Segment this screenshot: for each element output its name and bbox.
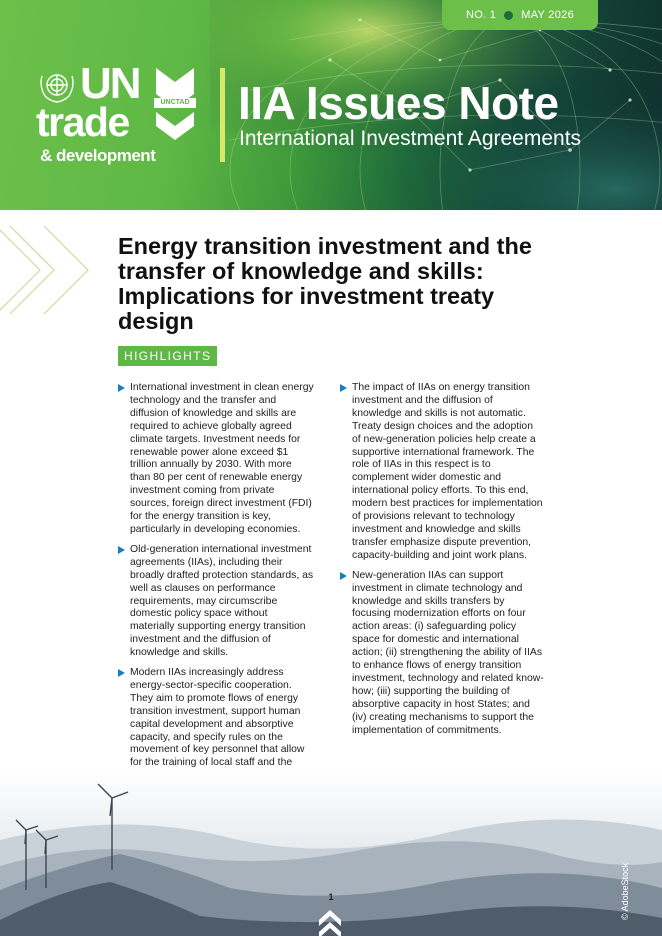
highlight-item xyxy=(118,667,314,783)
highlight-item xyxy=(118,382,314,537)
highlight-text: Modern IIAs increasingly address energy-sector-specific cooperation. They aim to promote flows of energy transition investment, support human capital development and absorptive capacity, and specify rules on the movement of key personnel that allow for the training of local staff and the xyxy=(130,667,305,769)
highlight-text: The impact of IIAs on energy transition investment and the diffusion of knowledge and skills is not automatic. Treaty design choices and the adoption of new-generation policies help create a supportive international framework. The role of IIAs in this respect is to complement wider domestic and international policy efforts. To this end, modern best practices for implementation of provisions relevant to technology investment and knowledge and skills transfer emphasize dispute prevention, capacity-building and joint work plans. xyxy=(352,382,543,561)
highlight-item xyxy=(340,382,544,563)
header-divider xyxy=(220,68,225,162)
logo-trade-text: trade xyxy=(36,99,129,145)
highlight-text: International investment in clean energy technology and the transfer and diffusion of knowledge and skills are required to achieve globally agreed climate targets. Investment needs for renewable power alone exceed $1 trillion annually by 2030. With more than 80 per cent of renewable energy investment coming from private sources, foreign direct investment (FDI) for the energy transition is key, particularly in developing economies. xyxy=(130,382,314,535)
dot-separator-icon xyxy=(504,11,513,20)
highlight-text: Old-generation international investment agreements (IIAs), including their broadly drafted protection standards, as well as clauses on performance requirements, may circumscribe domestic policy space without materially supporting energy transition investment and the diffusion of knowledge and skills. xyxy=(130,543,314,659)
issue-tab xyxy=(442,0,598,30)
bullet-arrow-icon xyxy=(118,384,125,392)
highlight-item xyxy=(118,544,314,660)
highlights-badge: HIGHLIGHTS xyxy=(118,346,217,366)
unctad-label: UNCTAD xyxy=(154,98,196,108)
series-subtitle: International Investment Agreements xyxy=(239,127,582,150)
logo-un-text: UN xyxy=(80,59,140,108)
issue-number: NO. 1 xyxy=(466,9,497,21)
bullet-arrow-icon xyxy=(340,572,347,580)
image-credit: © AdobeStock xyxy=(620,862,630,920)
issue-date: MAY 2026 xyxy=(521,9,574,21)
highlights-right-column xyxy=(340,382,544,744)
series-title: IIA Issues Note xyxy=(238,77,559,129)
bullet-arrow-icon xyxy=(118,669,125,677)
bullet-arrow-icon xyxy=(118,546,125,554)
highlights-left-column xyxy=(118,382,314,790)
bullet-arrow-icon xyxy=(340,384,347,392)
highlight-text: New-generation IIAs can support investment in climate technology and knowledge and skills transfers by focusing modernization efforts on four action areas: (i) safeguarding policy space for domestic and international action; (ii) strengthening the ability of IIAs to enhance flows of energy transition investment, technology and related know-how; (iii) supporting the building of absorptive capacity in host States; and (iv) creating mechanisms to support the implementation of commitments. xyxy=(352,569,544,736)
article-title: Energy transition investment and the transfer of knowledge and skills: Implications for investment treaty design xyxy=(118,233,532,334)
logo-development-text: & development xyxy=(40,146,156,165)
page-number: 1 xyxy=(328,892,334,902)
un-trade-development-logo xyxy=(36,59,198,176)
highlight-item xyxy=(340,570,544,738)
decorative-chevrons-icon xyxy=(0,222,100,318)
header-banner xyxy=(0,0,662,210)
footer-chevron-icon xyxy=(319,908,341,936)
